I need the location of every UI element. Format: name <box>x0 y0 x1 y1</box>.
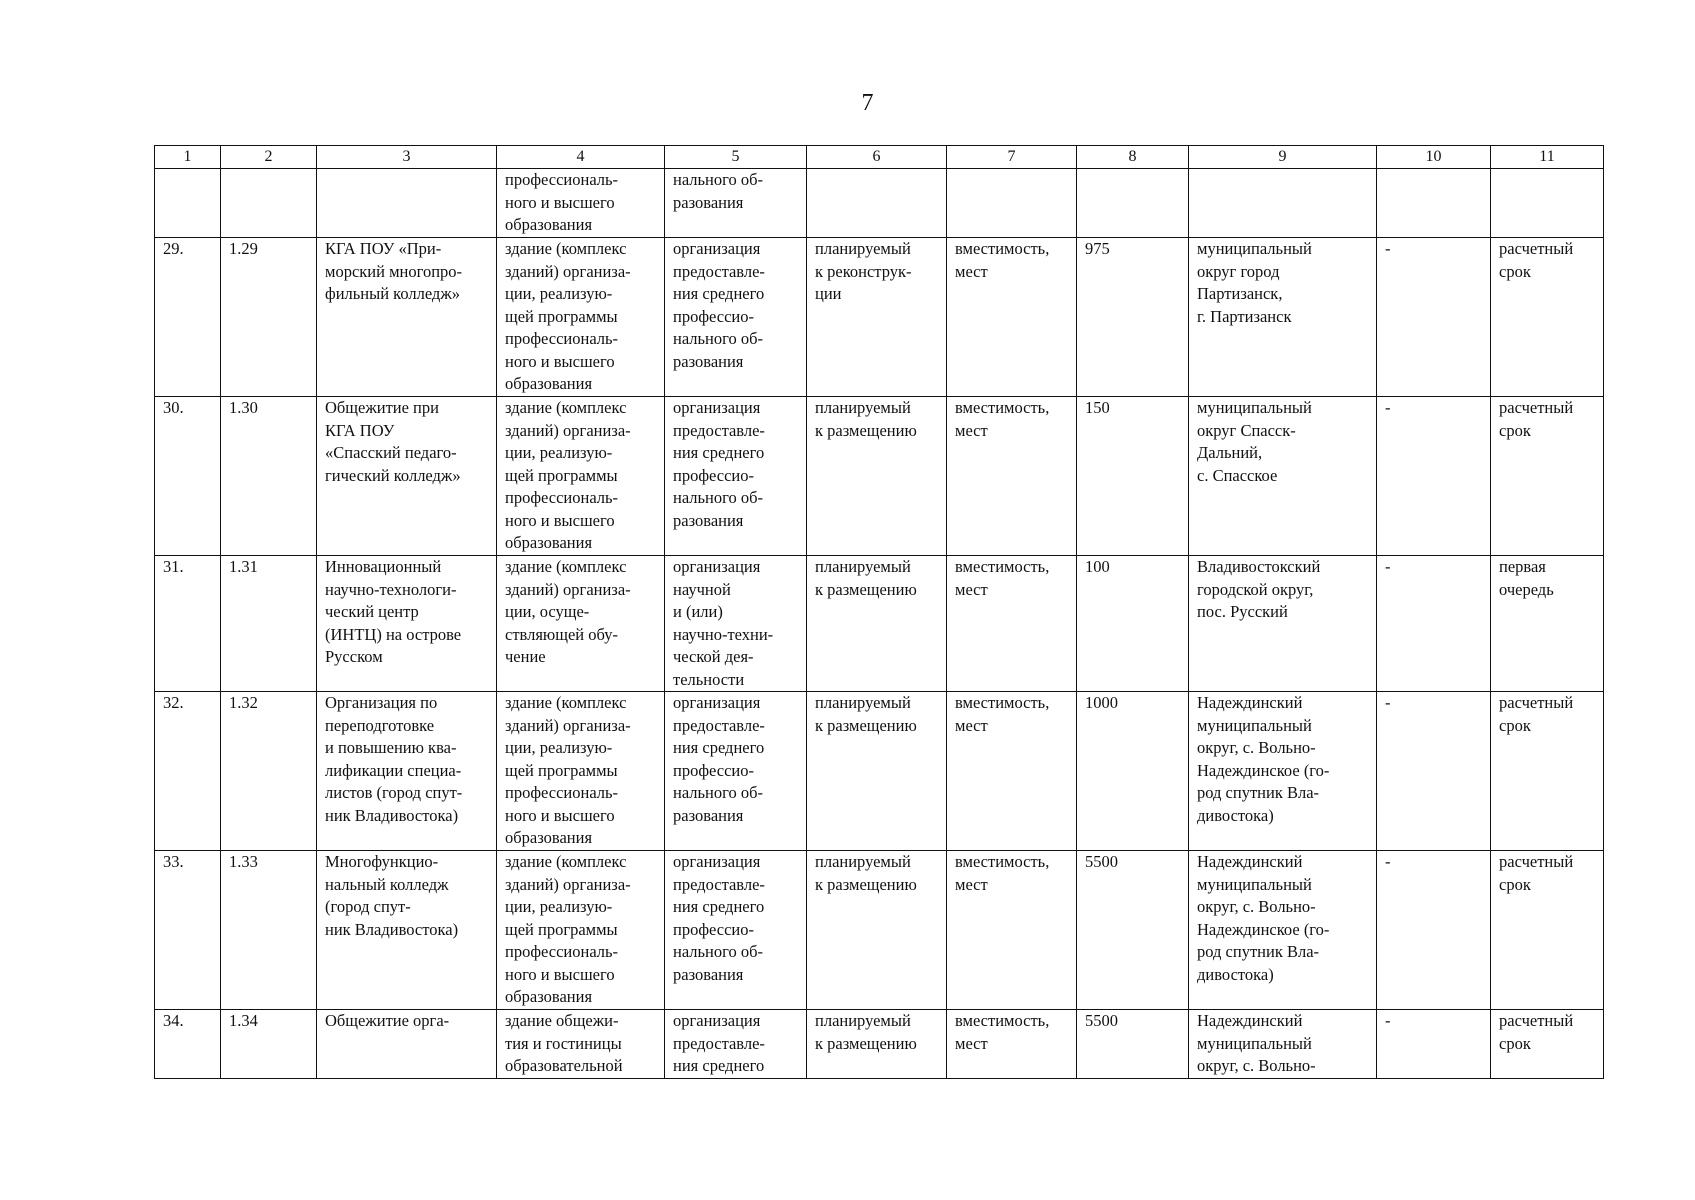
characteristic-cell: вместимость, мест <box>947 692 1077 851</box>
value-cell: 1000 <box>1077 692 1189 851</box>
object-type-cell: здание общежи- тия и гостиницы образовательной <box>497 1010 665 1079</box>
term-cell: расчетный срок <box>1491 851 1604 1010</box>
table-cell <box>1189 169 1377 238</box>
table-cell <box>807 169 947 238</box>
table-cell <box>1377 169 1491 238</box>
term-cell: расчетный срок <box>1491 238 1604 397</box>
purpose-cell: организация предоставле- ния среднего <box>665 1010 807 1079</box>
code-cell: 1.34 <box>221 1010 317 1079</box>
table-row <box>155 1010 1604 1079</box>
object-name-cell: КГА ПОУ «При- морский многопро- фильный колледж» <box>317 238 497 397</box>
object-name-cell: Многофункцио- нальный колледж (город спут- ник Владивостока) <box>317 851 497 1010</box>
column-header: 1 <box>155 146 221 169</box>
column-header: 2 <box>221 146 317 169</box>
zone-cell: - <box>1377 851 1491 1010</box>
table-row <box>155 238 1604 397</box>
row-number-cell: 33. <box>155 851 221 1010</box>
status-cell: планируемый к размещению <box>807 851 947 1010</box>
code-cell: 1.30 <box>221 397 317 556</box>
object-name-cell: Общежитие при КГА ПОУ «Спасский педаго- гический колледж» <box>317 397 497 556</box>
object-type-cell: здание (комплекс зданий) организа- ции, реализую- щей программы профессиональ- ного и высшего образования <box>497 692 665 851</box>
status-cell: планируемый к размещению <box>807 397 947 556</box>
table-cell <box>1077 169 1189 238</box>
column-header: 11 <box>1491 146 1604 169</box>
column-number-header-row <box>155 146 1604 169</box>
value-cell: 975 <box>1077 238 1189 397</box>
code-cell: 1.33 <box>221 851 317 1010</box>
object-type-cell: здание (комплекс зданий) организа- ции, осуще- ствляющей обу- чение <box>497 556 665 692</box>
term-cell: расчетный срок <box>1491 397 1604 556</box>
characteristic-cell: вместимость, мест <box>947 238 1077 397</box>
code-cell: 1.31 <box>221 556 317 692</box>
table-cell <box>1491 169 1604 238</box>
continuation-row <box>155 169 1604 238</box>
column-header: 7 <box>947 146 1077 169</box>
purpose-cell: организация предоставле- ния среднего профессио- нального об- разования <box>665 397 807 556</box>
table-row <box>155 556 1604 692</box>
row-number-cell: 30. <box>155 397 221 556</box>
status-cell: планируемый к реконструк- ции <box>807 238 947 397</box>
location-cell: Надеждинский муниципальный округ, с. Вольно- Надеждинское (го- род спутник Вла- дивостока) <box>1189 692 1377 851</box>
zone-cell: - <box>1377 1010 1491 1079</box>
location-cell: Надеждинский муниципальный округ, с. Вольно- <box>1189 1010 1377 1079</box>
column-header: 9 <box>1189 146 1377 169</box>
location-cell: Надеждинский муниципальный округ, с. Вольно- Надеждинское (го- род спутник Вла- дивостока) <box>1189 851 1377 1010</box>
zone-cell: - <box>1377 238 1491 397</box>
column-header: 5 <box>665 146 807 169</box>
object-type-cell: здание (комплекс зданий) организа- ции, реализую- щей программы профессиональ- ного и высшего образования <box>497 238 665 397</box>
table-cell <box>221 169 317 238</box>
table-cell <box>155 169 221 238</box>
term-cell: расчетный срок <box>1491 692 1604 851</box>
value-cell: 5500 <box>1077 851 1189 1010</box>
purpose-cell: организация научной и (или) научно-техни- ческой дея- тельности <box>665 556 807 692</box>
value-cell: 5500 <box>1077 1010 1189 1079</box>
object-name-cell: Общежитие орга- <box>317 1010 497 1079</box>
purpose-cell: организация предоставле- ния среднего профессио- нального об- разования <box>665 851 807 1010</box>
row-number-cell: 34. <box>155 1010 221 1079</box>
location-cell: муниципальный округ город Партизанск, г. Партизанск <box>1189 238 1377 397</box>
zone-cell: - <box>1377 692 1491 851</box>
object-name-cell: Организация по переподготовке и повышению ква- лификации специа- листов (город спут- ник Владивостока) <box>317 692 497 851</box>
purpose-cell: организация предоставле- ния среднего профессио- нального об- разования <box>665 692 807 851</box>
status-cell: планируемый к размещению <box>807 1010 947 1079</box>
term-cell: расчетный срок <box>1491 1010 1604 1079</box>
code-cell: 1.29 <box>221 238 317 397</box>
page-number: 7 <box>861 90 874 116</box>
value-cell: 100 <box>1077 556 1189 692</box>
status-cell: планируемый к размещению <box>807 556 947 692</box>
column-header: 10 <box>1377 146 1491 169</box>
characteristic-cell: вместимость, мест <box>947 851 1077 1010</box>
table-cell <box>947 169 1077 238</box>
characteristic-cell: вместимость, мест <box>947 556 1077 692</box>
table-row <box>155 851 1604 1010</box>
zone-cell: - <box>1377 556 1491 692</box>
column-header: 6 <box>807 146 947 169</box>
object-name-cell: Инновационный научно-технологи- ческий центр (ИНТЦ) на острове Русском <box>317 556 497 692</box>
object-type-cell: здание (комплекс зданий) организа- ции, реализую- щей программы профессиональ- ного и высшего образования <box>497 851 665 1010</box>
status-cell: планируемый к размещению <box>807 692 947 851</box>
table-cell: нального об- разования <box>665 169 807 238</box>
row-number-cell: 31. <box>155 556 221 692</box>
table-row <box>155 397 1604 556</box>
value-cell: 150 <box>1077 397 1189 556</box>
object-type-cell: здание (комплекс зданий) организа- ции, реализую- щей программы профессиональ- ного и высшего образования <box>497 397 665 556</box>
characteristic-cell: вместимость, мест <box>947 1010 1077 1079</box>
location-cell: муниципальный округ Спасск- Дальний, с. Спасское <box>1189 397 1377 556</box>
table-cell <box>317 169 497 238</box>
characteristic-cell: вместимость, мест <box>947 397 1077 556</box>
table-row <box>155 692 1604 851</box>
column-header: 3 <box>317 146 497 169</box>
purpose-cell: организация предоставле- ния среднего профессио- нального об- разования <box>665 238 807 397</box>
term-cell: первая очередь <box>1491 556 1604 692</box>
row-number-cell: 32. <box>155 692 221 851</box>
column-header: 8 <box>1077 146 1189 169</box>
location-cell: Владивостокский городской округ, пос. Русский <box>1189 556 1377 692</box>
row-number-cell: 29. <box>155 238 221 397</box>
table-cell: профессиональ- ного и высшего образования <box>497 169 665 238</box>
registry-table <box>154 145 1604 1079</box>
code-cell: 1.32 <box>221 692 317 851</box>
zone-cell: - <box>1377 397 1491 556</box>
column-header: 4 <box>497 146 665 169</box>
